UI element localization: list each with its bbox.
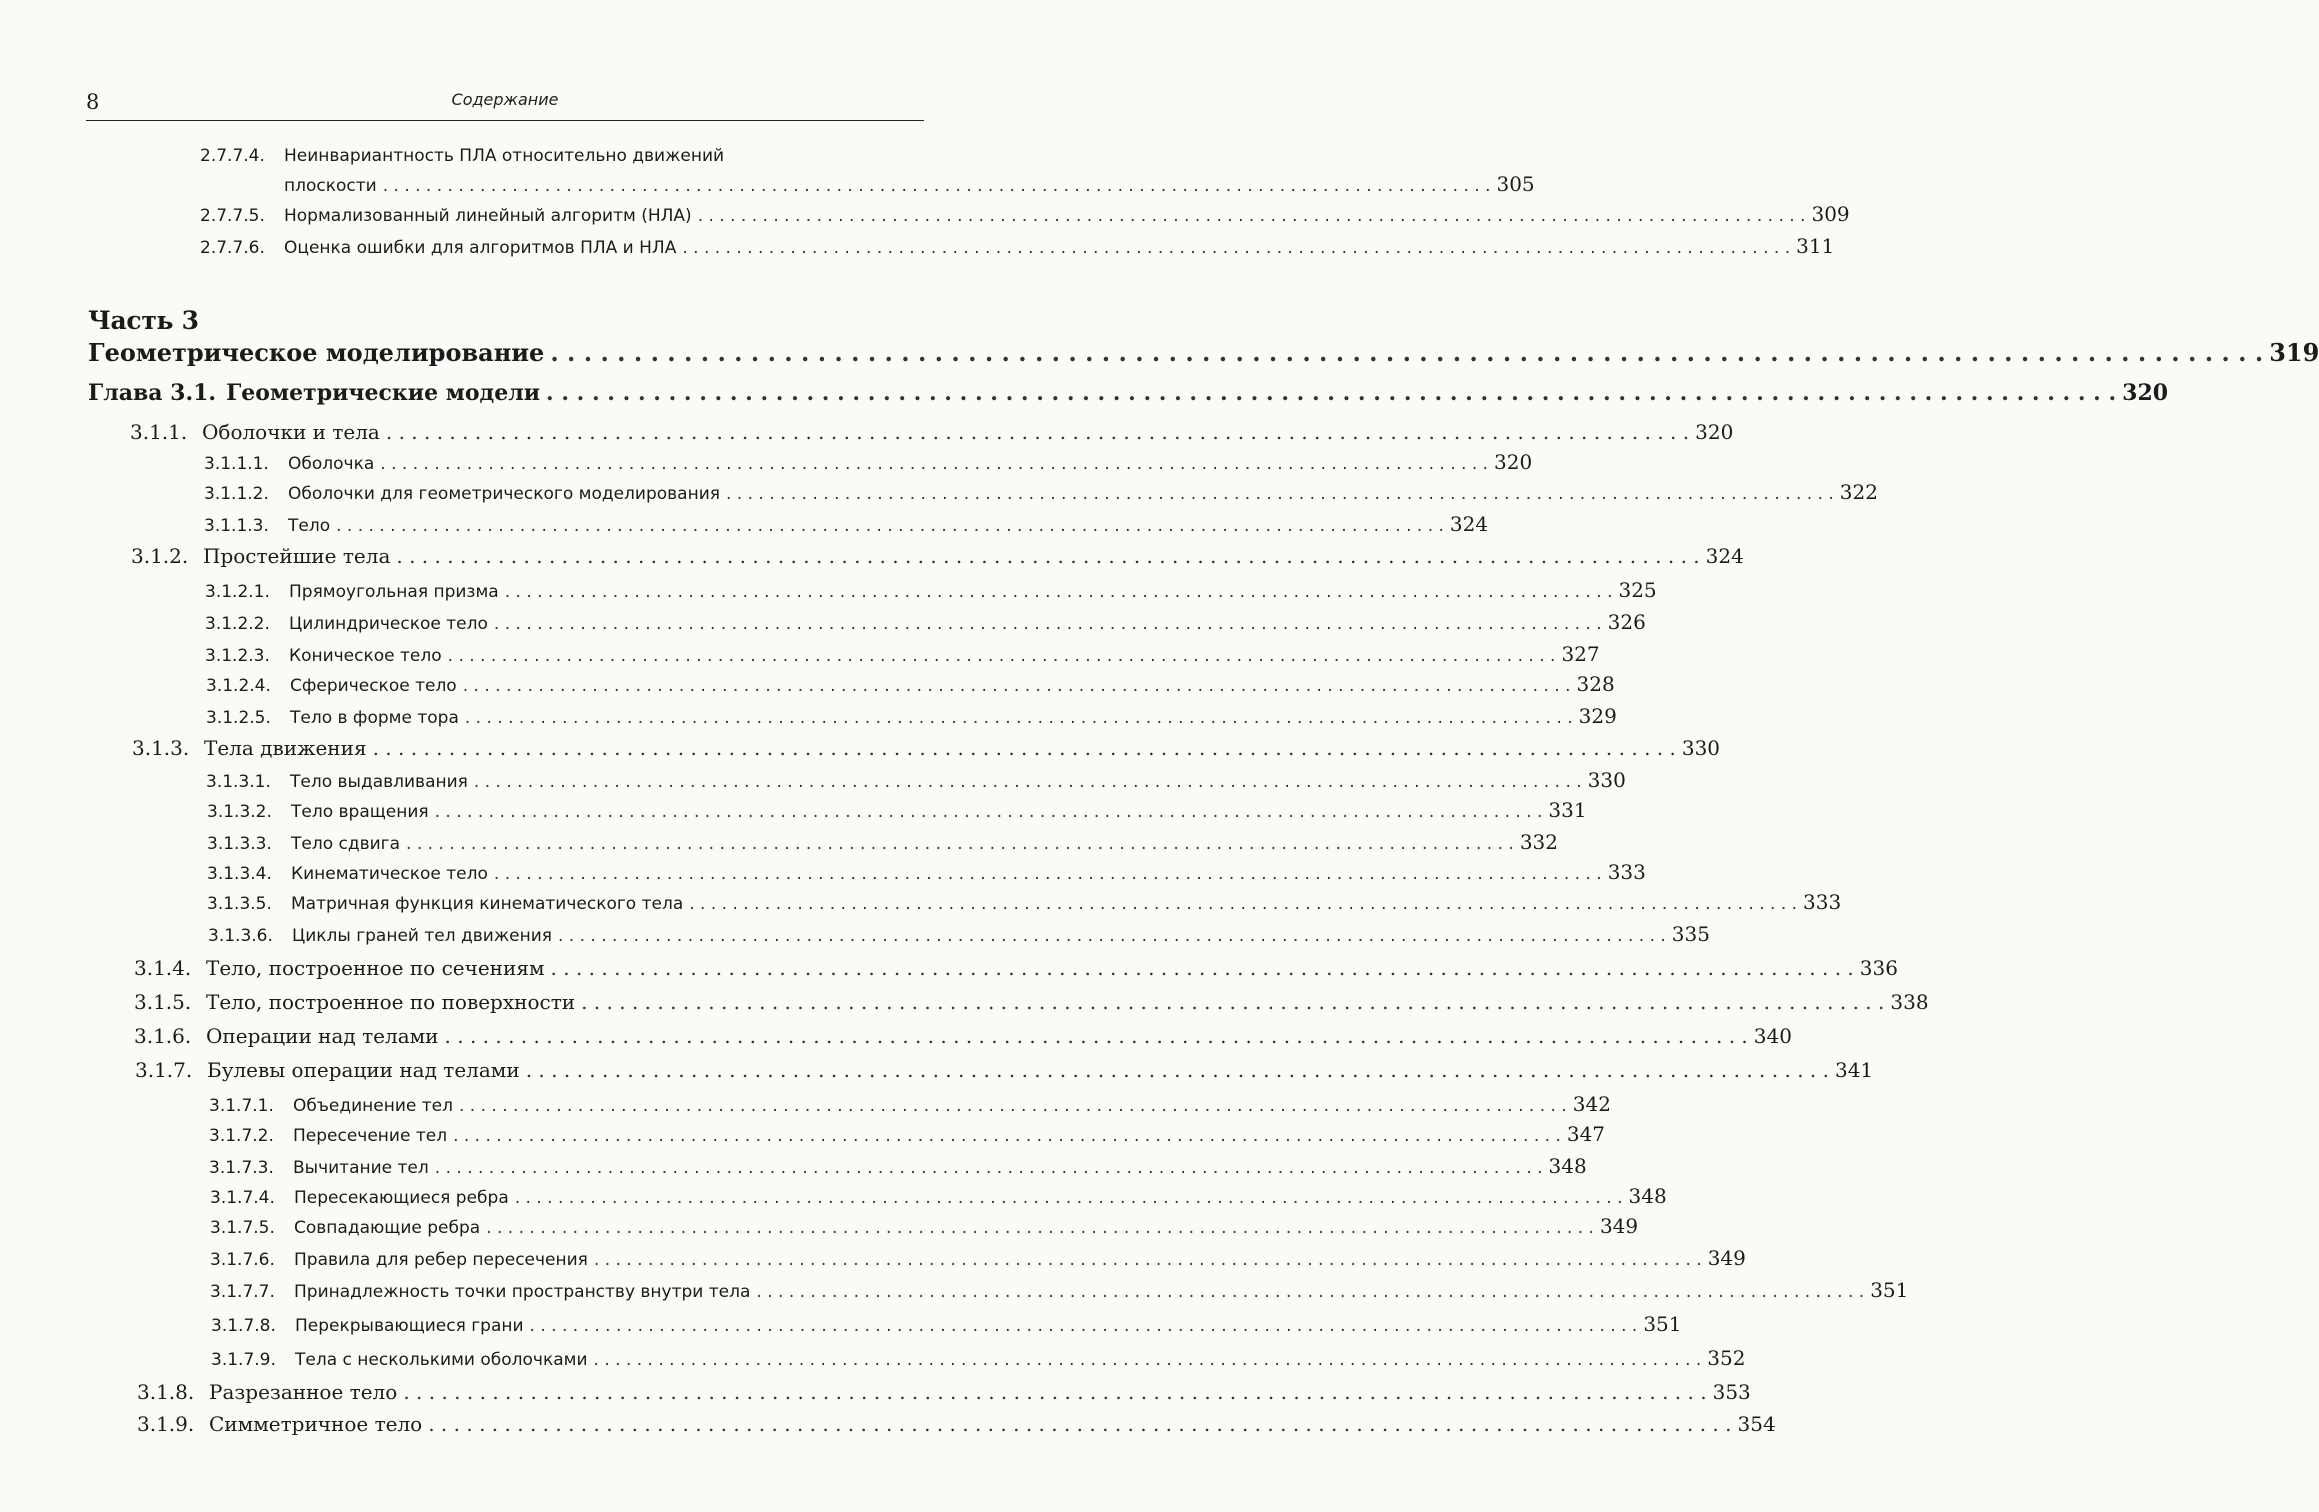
dot-leader [558, 926, 1666, 946]
toc-entry-title: Перекрывающиеся грани [295, 1316, 524, 1336]
toc-entry-title: Правила для ребер пересечения [294, 1250, 588, 1270]
toc-entry-number: 3.1.2.2. [205, 614, 270, 634]
toc-entry-page: 330 [1681, 736, 1721, 760]
toc-entry-title: Коническое тело [289, 646, 442, 666]
toc-entry[interactable] [210, 1246, 1746, 1270]
toc-entry-title: Симметричное тело [209, 1412, 423, 1436]
toc-entry-page: 333 [1607, 860, 1646, 884]
toc-entry[interactable] [210, 1214, 1639, 1238]
toc-entry-number: 3.1.3.2. [207, 802, 272, 822]
dot-leader [445, 1024, 1748, 1048]
toc-entry-page: 320 [1695, 420, 1734, 444]
toc-entry-page: 305 [1496, 172, 1535, 196]
dot-leader [526, 1058, 1829, 1082]
toc-entry[interactable] [132, 736, 1721, 760]
toc-entry[interactable] [211, 1346, 1746, 1370]
toc-entry-title: Тело, построенное по сечениям [206, 956, 545, 980]
toc-entry-number: 3.1.7.5. [210, 1218, 275, 1238]
toc-entry[interactable] [210, 1184, 1667, 1208]
toc-entry-page: 351 [1870, 1278, 1909, 1302]
toc-entry-page: 329 [1578, 704, 1617, 728]
part-label: Часть 3 [88, 306, 199, 335]
dot-leader [698, 206, 1806, 226]
toc-entry-title: Оболочки для геометрического моделирования [288, 484, 720, 504]
toc-entry[interactable] [209, 1154, 1587, 1178]
toc-entry-title: Разрезанное тело [209, 1380, 398, 1404]
toc-entry-title: Простейшие тела [203, 544, 391, 568]
toc-entry-number: 3.1.7.1. [209, 1096, 274, 1116]
toc-entry-page: 341 [1834, 1058, 1874, 1082]
dot-leader [403, 1380, 1706, 1404]
toc-entry-title: Матричная функция кинематического тела [291, 894, 684, 914]
toc-entry-page: 319 [2269, 338, 2319, 367]
toc-entry-title: Объединение тел [293, 1096, 453, 1116]
page-number: 8 [86, 90, 100, 114]
toc-entry-number: 3.1.2. [131, 544, 189, 568]
toc-entry[interactable] [207, 830, 1558, 854]
toc-entry-title: Циклы граней тел движения [292, 926, 552, 946]
toc-entry[interactable] [210, 1278, 1909, 1302]
toc-entry-page: 352 [1707, 1346, 1746, 1370]
toc-entry-title: Кинематическое тело [291, 864, 488, 884]
toc-entry[interactable] [206, 768, 1626, 792]
toc-entry-title: Тело сдвига [291, 834, 401, 854]
dot-leader [581, 990, 1884, 1014]
toc-entry-page: 331 [1548, 798, 1587, 822]
toc-entry[interactable] [209, 1092, 1611, 1116]
toc-entry-page: 349 [1707, 1246, 1746, 1270]
toc-entry-number: 3.1.2.3. [205, 646, 270, 666]
toc-entry-title: Сферическое тело [290, 676, 457, 696]
dot-leader [383, 176, 1491, 196]
dot-leader [530, 1316, 1638, 1336]
dot-leader [494, 614, 1602, 634]
toc-entry-title: Принадлежность точки пространству внутри тела [294, 1282, 751, 1302]
dot-leader [448, 646, 1556, 666]
chapter-number: Глава 3.1. [88, 380, 217, 406]
toc-entry-number: 3.1.4. [134, 956, 192, 980]
toc-entry-number: 3.1.8. [137, 1380, 195, 1404]
dot-leader [435, 1158, 1543, 1178]
toc-entry-page: 324 [1449, 512, 1489, 536]
toc-entry-number: 3.1.1.2. [204, 484, 269, 504]
toc-entry-number: 3.1.3.5. [207, 894, 272, 914]
toc-entry-number: 3.1.1.3. [204, 516, 269, 536]
toc-entry[interactable] [204, 480, 1878, 504]
toc-entry-page: 309 [1811, 202, 1850, 226]
toc-entry[interactable] [137, 1412, 1776, 1436]
toc-entry[interactable] [135, 1058, 1874, 1082]
dot-leader [386, 420, 1689, 444]
toc-entry-2-7-7-6[interactable] [200, 234, 1835, 258]
toc-entry-page: 335 [1671, 922, 1710, 946]
toc-entry-title: Пересечение тел [293, 1126, 448, 1146]
toc-entry[interactable] [206, 672, 1615, 696]
toc-entry-number: 3.1.2.4. [206, 676, 271, 696]
toc-entry[interactable] [207, 890, 1842, 914]
toc-entry-number: 3.1.3.1. [206, 772, 271, 792]
toc-entry[interactable] [209, 1122, 1606, 1146]
toc-entry-title: Нормализованный линейный алгоритм (НЛА) [284, 206, 692, 226]
toc-entry-number: 3.1.7.7. [210, 1282, 275, 1302]
running-title: Содержание [451, 90, 559, 109]
toc-entry-page: 338 [1890, 990, 1929, 1014]
toc-entry-page: 340 [1753, 1024, 1792, 1048]
toc-entry-page: 342 [1572, 1092, 1611, 1116]
dot-leader [435, 802, 1543, 822]
dot-leader [515, 1188, 1623, 1208]
dot-leader [428, 1412, 1731, 1436]
toc-entry-page: 320 [2122, 380, 2169, 406]
toc-entry-number: 2.7.7.6. [200, 238, 265, 258]
toc-entry-title: Тело в форме тора [290, 708, 459, 728]
toc-entry[interactable] [207, 798, 1587, 822]
dot-leader [336, 516, 1444, 536]
toc-entry-part-3[interactable] [88, 338, 2319, 367]
toc-entry-title: Тела с несколькими оболочками [295, 1350, 588, 1370]
toc-entry-2-7-7-4-line2[interactable] [284, 172, 1535, 196]
toc-entry-title: Цилиндрическое тело [289, 614, 488, 634]
toc-entry-page: 353 [1712, 1380, 1751, 1404]
toc-entry-title: Тело выдавливания [290, 772, 468, 792]
toc-entry-title: Тело, построенное по поверхности [206, 990, 576, 1014]
toc-entry[interactable] [134, 956, 1898, 980]
toc-entry-page: 328 [1576, 672, 1615, 696]
dot-leader [551, 956, 1854, 980]
toc-entry-page: 325 [1618, 578, 1657, 602]
toc-entry[interactable] [205, 642, 1600, 666]
toc-entry-number: 3.1.3.4. [207, 864, 272, 884]
toc-entry-title: Операции над телами [206, 1024, 439, 1048]
toc-entry[interactable] [204, 450, 1533, 474]
toc-entry[interactable] [206, 704, 1617, 728]
toc-entry-title: Тело вращения [291, 802, 429, 822]
toc-entry-number: 3.1.7.2. [209, 1126, 274, 1146]
toc-entry-title: Булевы операции над телами [207, 1058, 520, 1082]
dot-leader [465, 708, 1573, 728]
toc-entry-number: 3.1.7.6. [210, 1250, 275, 1270]
toc-entry[interactable] [205, 610, 1646, 634]
toc-entry-title: Тела движения [204, 736, 367, 760]
toc-entry-page: 311 [1796, 234, 1835, 258]
dot-leader [453, 1126, 1561, 1146]
dot-leader [380, 454, 1488, 474]
toc-entry-title: Тело [288, 516, 331, 536]
toc-entry-number: 2.7.7.4. [200, 146, 265, 166]
toc-entry-page: 324 [1705, 544, 1744, 568]
dot-leader [594, 1250, 1702, 1270]
toc-entry[interactable] [211, 1312, 1682, 1336]
toc-entry-page: 351 [1643, 1312, 1682, 1336]
toc-entry-title: Оценка ошибки для алгоритмов ПЛА и НЛА [284, 238, 677, 258]
toc-entry-number: 3.1.3.3. [207, 834, 272, 854]
dot-leader [689, 894, 1797, 914]
dot-leader [594, 1350, 1702, 1370]
dot-leader [682, 238, 1790, 258]
toc-entry-page: 322 [1839, 480, 1878, 504]
toc-entry-page: 348 [1628, 1184, 1667, 1208]
dot-leader [459, 1096, 1567, 1116]
toc-entry-number: 3.1.5. [134, 990, 192, 1014]
toc-entry-number: 3.1.7.9. [211, 1350, 276, 1370]
toc-entry-number: 3.1.1. [130, 420, 188, 444]
toc-entry[interactable] [130, 420, 1734, 444]
toc-entry-number: 2.7.7.5. [200, 206, 265, 226]
toc-entry-title: Прямоугольная призма [289, 582, 499, 602]
dot-leader [494, 864, 1602, 884]
toc-entry-number: 3.1.3. [132, 736, 190, 760]
toc-entry-title: Оболочки и тела [202, 420, 380, 444]
toc-entry-2-7-7-4-line1[interactable] [200, 146, 920, 166]
toc-entry-chapter-3-1[interactable] [88, 380, 2169, 406]
dot-leader [505, 582, 1613, 602]
running-head [86, 86, 924, 121]
part-title: Геометрическое моделирование [88, 338, 545, 367]
toc-entry-number: 3.1.7.3. [209, 1158, 274, 1178]
dot-leader [406, 834, 1514, 854]
toc-entry-title: Оболочка [288, 454, 375, 474]
toc-entry-page: 347 [1566, 1122, 1606, 1146]
toc-entry-page: 320 [1494, 450, 1533, 474]
dot-leader [726, 484, 1834, 504]
toc-entry-page: 332 [1519, 830, 1558, 854]
toc-entry-number: 3.1.2.5. [206, 708, 271, 728]
dot-leader [463, 676, 1571, 696]
chapter-title: Геометрические модели [226, 380, 541, 406]
dot-leader [373, 736, 1676, 760]
dot-leader [474, 772, 1582, 792]
toc-entry[interactable] [204, 512, 1489, 536]
toc-entry-title: Пересекающиеся ребра [294, 1188, 509, 1208]
toc-entry-title: Вычитание тел [293, 1158, 429, 1178]
toc-entry-page: 326 [1607, 610, 1646, 634]
dot-leader [546, 380, 2116, 406]
toc-entry-number: 3.1.1.1. [204, 454, 269, 474]
dot-leader [486, 1218, 1594, 1238]
toc-entry-title-continued: плоскости [284, 176, 377, 196]
toc-entry[interactable] [205, 578, 1657, 602]
toc-entry-number: 3.1.3.6. [208, 926, 273, 946]
toc-entry-number: 3.1.6. [134, 1024, 192, 1048]
dot-leader [396, 544, 1699, 568]
toc-entry-number: 3.1.7.8. [211, 1316, 276, 1336]
toc-entry-page: 349 [1599, 1214, 1639, 1238]
toc-entry-title: Совпадающие ребра [294, 1218, 481, 1238]
toc-entry-title: Неинвариантность ПЛА относительно движений [284, 146, 725, 166]
toc-entry-number: 3.1.2.1. [205, 582, 270, 602]
toc-entry-page: 336 [1859, 956, 1898, 980]
toc-entry-page: 348 [1548, 1154, 1587, 1178]
toc-entry-number: 3.1.7.4. [210, 1188, 275, 1208]
toc-entry-page: 330 [1587, 768, 1626, 792]
dot-leader [756, 1282, 1864, 1302]
toc-entry[interactable] [137, 1380, 1751, 1404]
toc-entry[interactable] [208, 922, 1710, 946]
toc-entry[interactable] [207, 860, 1646, 884]
toc-entry[interactable] [131, 544, 1744, 568]
toc-entry-page: 333 [1803, 890, 1842, 914]
toc-entry-page: 354 [1737, 1412, 1776, 1436]
toc-entry-number: 3.1.7. [135, 1058, 193, 1082]
toc-entry-page: 327 [1561, 642, 1600, 666]
toc-entry[interactable] [134, 1024, 1792, 1048]
toc-entry-number: 3.1.9. [137, 1412, 195, 1436]
toc-entry[interactable] [134, 990, 1929, 1014]
dot-leader [550, 338, 2263, 367]
toc-entry-2-7-7-5[interactable] [200, 202, 1850, 226]
